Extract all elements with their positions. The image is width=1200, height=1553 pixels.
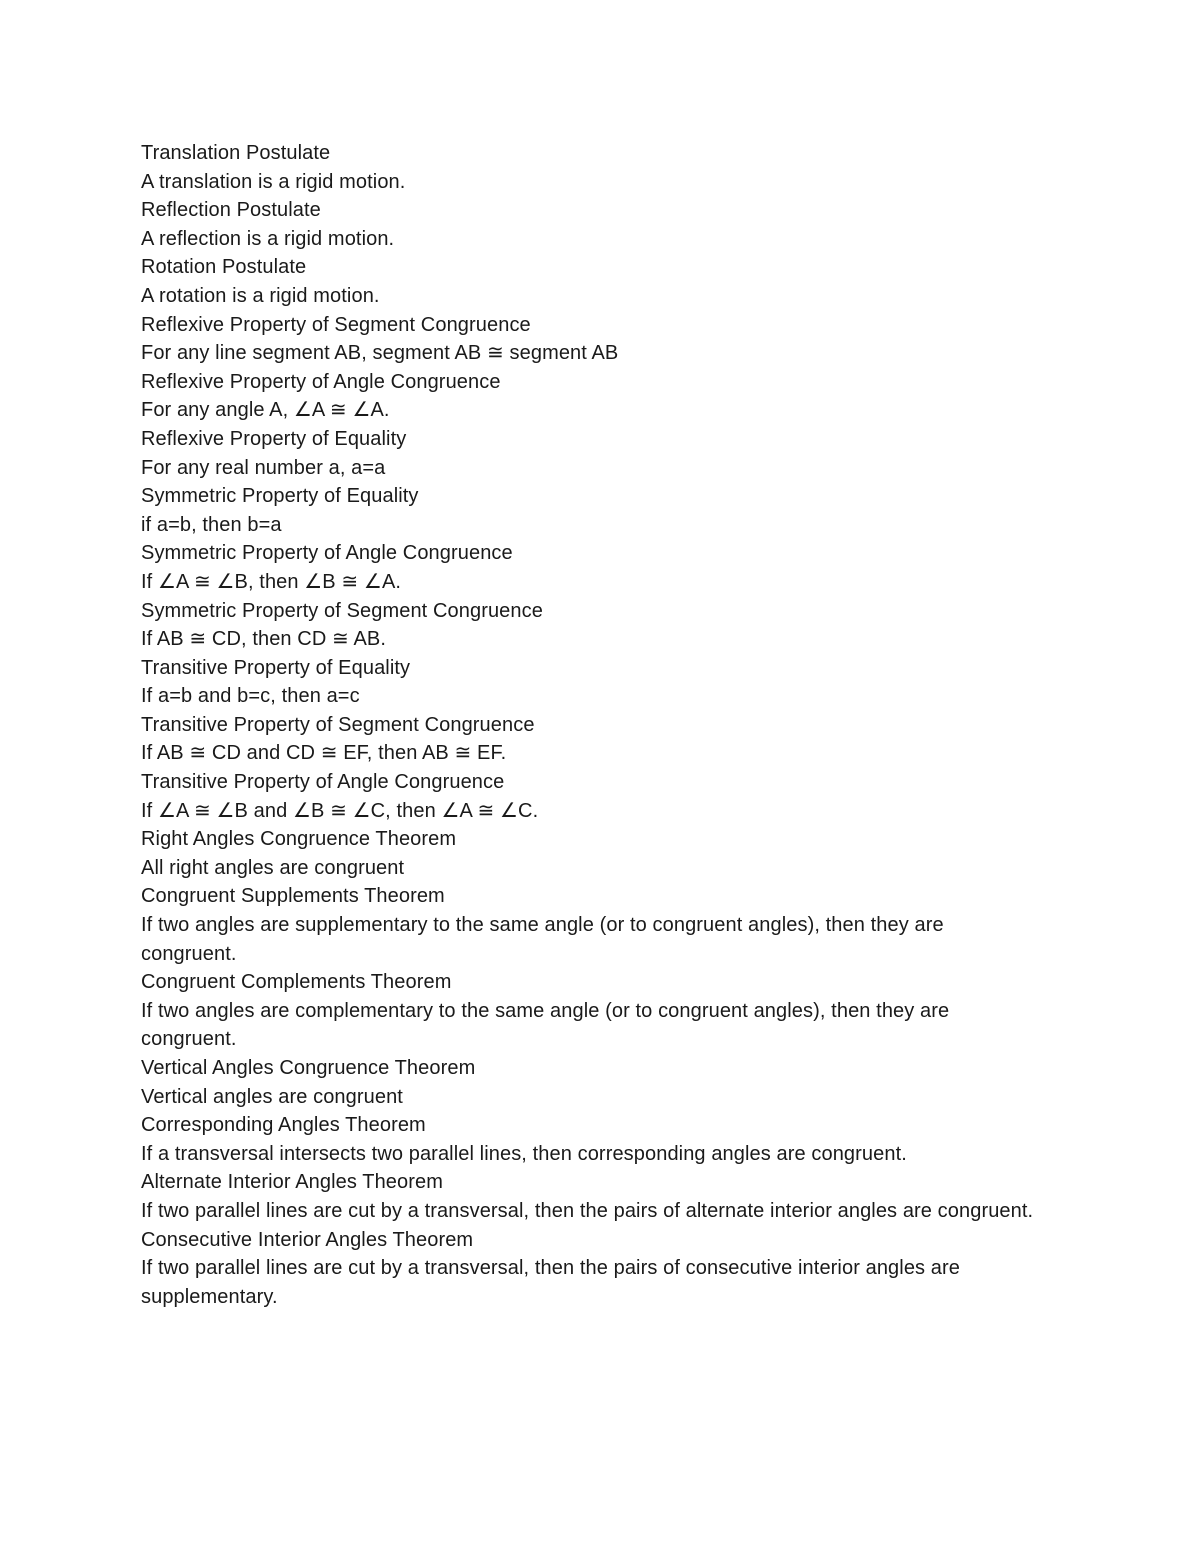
property-title: Congruent Complements Theorem [141, 971, 452, 994]
property-statement: If a=b and b=c, then a=c [141, 685, 360, 708]
property-statement: If ∠A ≅ ∠B, then ∠B ≅ ∠A. [141, 570, 402, 593]
property-statement: If two angles are complementary to the same angle (or to congruent angles), then they are congruent. [141, 999, 950, 1051]
property-statement: If ∠A ≅ ∠B and ∠B ≅ ∠C, then ∠A ≅ ∠C. [141, 799, 539, 822]
property-statement: If two parallel lines are cut by a transversal, then the pairs of alternate interior angles are congruent. [141, 1199, 1034, 1222]
property-title: Transitive Property of Equality [141, 656, 411, 679]
property-statement: if a=b, then b=a [141, 513, 282, 536]
property-statement: If two angles are supplementary to the same angle (or to congruent angles), then they are congruent. [141, 914, 944, 965]
property-title: Rotation Postulate [141, 256, 307, 279]
property-title: Reflexive Property of Segment Congruence [141, 313, 531, 336]
property-statement: If a transversal intersects two parallel lines, then corresponding angles are congruent. [141, 1142, 907, 1165]
property-title: Congruent Supplements Theorem [141, 885, 445, 908]
property-title: Symmetric Property of Angle Congruence [141, 542, 513, 565]
property-statement: If AB ≅ CD, then CD ≅ AB. [141, 628, 386, 651]
property-statement: If two parallel lines are cut by a transversal, then the pairs of consecutive interior angles are supplementary. [141, 1257, 961, 1308]
property-statement: If AB ≅ CD and CD ≅ EF, then AB ≅ EF. [141, 742, 507, 765]
property-title: Alternate Interior Angles Theorem [141, 1171, 443, 1194]
property-statement: For any real number a, a=a [141, 456, 386, 479]
property-statement: A translation is a rigid motion. [141, 170, 406, 193]
property-title: Transitive Property of Segment Congruence [141, 713, 535, 736]
property-title: Reflexive Property of Equality [141, 427, 407, 450]
property-title: Right Angles Congruence Theorem [141, 828, 457, 851]
property-title: Symmetric Property of Segment Congruence [141, 599, 543, 622]
property-statement: A reflection is a rigid motion. [141, 227, 395, 250]
document-body [141, 139, 1041, 1311]
property-title: Reflection Postulate [141, 199, 321, 222]
property-title: Translation Postulate [141, 142, 331, 164]
property-title: Corresponding Angles Theorem [141, 1114, 426, 1137]
property-title: Vertical Angles Congruence Theorem [141, 1057, 476, 1079]
property-title: Transitive Property of Angle Congruence [141, 771, 505, 794]
property-statement: Vertical angles are congruent [141, 1085, 403, 1108]
property-title: Consecutive Interior Angles Theorem [141, 1228, 474, 1251]
property-statement: All right angles are congruent [141, 856, 405, 879]
property-statement: A rotation is a rigid motion. [141, 284, 380, 307]
property-title: Reflexive Property of Angle Congruence [141, 370, 501, 393]
property-statement: For any line segment AB, segment AB ≅ segment AB [141, 342, 619, 365]
property-title: Symmetric Property of Equality [141, 485, 419, 508]
property-statement: For any angle A, ∠A ≅ ∠A. [141, 399, 390, 422]
